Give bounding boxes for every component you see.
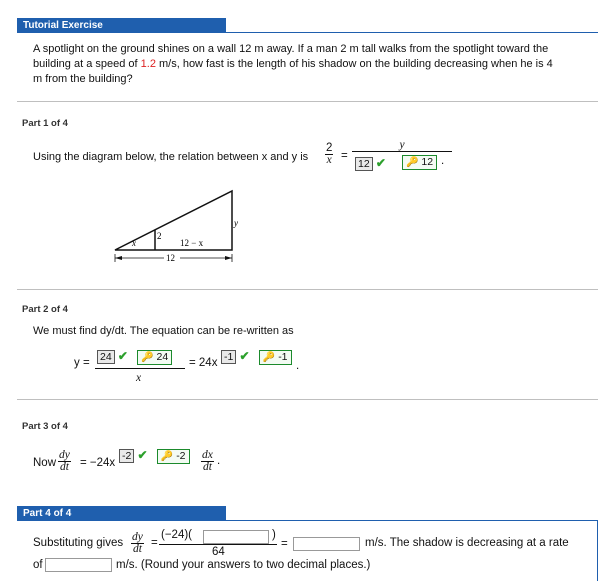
check-icon: ✔ [239,349,250,363]
speed-value: 1.2 [140,58,156,70]
part3-period: . [217,455,221,467]
check-icon: ✔ [117,349,128,363]
separator-3 [17,399,598,400]
part4-right-border [597,520,598,581]
part2-text: We must find dy/dt. The equation can be re-written as [33,325,294,337]
check-icon: ✔ [137,448,148,462]
label-y: y [234,218,238,228]
separator-1 [17,101,598,102]
part1-fraction-left: $\frac{2}{x}$ [326,142,333,166]
part1-equals: = [341,150,348,162]
separator-2 [17,289,598,290]
part2-key-box-2[interactable]: 🔑 -1 [259,350,292,365]
arrow-right [225,256,232,260]
part4-fraction-bar [159,544,277,545]
part2-numerator [97,349,172,365]
part1-text: Using the diagram below, the relation between x and y is [33,151,309,163]
part4-den: 64 [212,546,225,558]
key-icon: 🔑 [406,157,419,168]
part3-dxdt: $\frac{dx}{dt}$ [202,449,213,473]
part4-num-right: ) [272,529,276,541]
part2-answer-box-1[interactable]: 24 [97,350,115,364]
part1-fraction-right: y [352,140,452,152]
label-two: 2 [157,231,162,241]
part2-label: Part 2 of 4 [22,304,68,315]
part3-key-box[interactable]: 🔑 -2 [157,449,190,464]
key-icon: 🔑 [160,451,174,462]
part1-answer-box[interactable]: 12 [355,157,373,171]
part4-equals: = [151,537,158,549]
part4-input-1[interactable] [203,530,269,544]
part3-mid: = −24x [80,457,116,469]
part1-key [402,155,437,170]
problem-line-1: A spotlight on the ground shines on a wall 12 m away. If a man 2 m tall walks from the spotlight toward the [33,43,549,55]
part4-dydt: $\frac{dy}{dt}$ [132,531,143,555]
part3-label: Part 3 of 4 [22,421,68,432]
part2-exponent [221,349,292,365]
key-icon: 🔑 [262,352,276,363]
part4-text2: m/s. The shadow is decreasing at a rate [365,537,569,549]
part4-num-left: (−24)( [161,529,192,541]
part1-key-box[interactable]: 🔑 12 [402,155,437,170]
arrow-left [115,256,122,260]
part2-mid: = 24x [189,357,218,369]
part2-key-box-1[interactable]: 🔑 24 [137,350,172,365]
part4-label: Part 4 of 4 [17,506,226,521]
part4-text1: Substituting gives [33,537,124,549]
part2-fraction-bar [95,368,185,369]
part3-now: Now [33,457,57,469]
part3-exponent [119,448,190,464]
label-x: x [132,238,136,248]
problem-line-3: m from the building? [33,73,133,85]
tutorial-header: Tutorial Exercise [17,18,226,33]
label-twelve: 12 [166,253,175,263]
part1-label: Part 1 of 4 [22,118,68,129]
check-icon: ✔ [375,156,386,170]
part1-answer [355,156,386,171]
part2-period: . [296,360,300,372]
part4-input-3[interactable] [45,558,112,572]
problem-statement [33,42,593,87]
label-twelve-minus-x: 12 − x [180,238,204,248]
part4-equals-2: = [281,538,288,550]
part2-denominator: x [136,372,142,384]
problem-line-2: building at a speed of 1.2 m/s, how fast is the length of his shadow on the building decreasing when he is 4 [33,58,553,70]
part4-underline [17,520,598,521]
triangle-diagram [110,188,240,268]
part3-answer-box[interactable]: -2 [119,449,134,463]
part3-dydt: $\frac{dy}{dt}$ [59,449,70,473]
part2-answer-box-2[interactable]: -1 [221,350,236,364]
part2-y-eq: y = [74,357,90,369]
part4-text3: m/s. (Round your answers to two decimal places.) [116,559,371,571]
header-underline [17,32,598,33]
part4-input-2[interactable] [293,537,360,551]
key-icon: 🔑 [141,352,154,363]
part1-period: . [441,155,445,167]
part4-of: of [33,559,43,571]
